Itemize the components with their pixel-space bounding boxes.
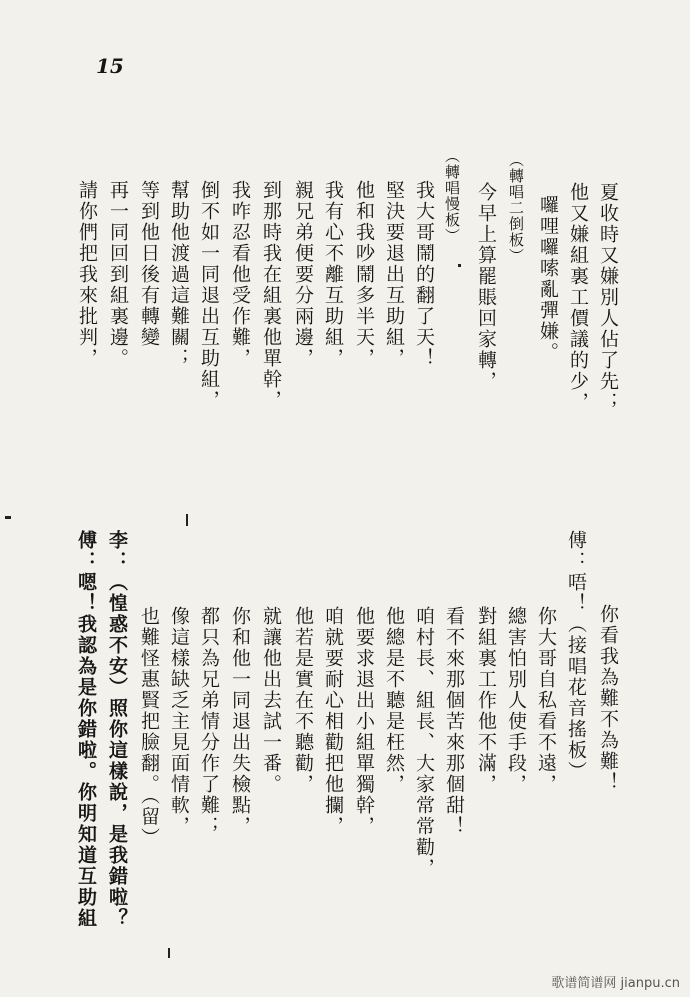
verse-line: 親兄弟便要分兩邊， [292, 180, 314, 369]
verse-line: 夏收時又嫌別人佔了先； [597, 182, 619, 413]
verse-line: 堅決要退出互助組， [383, 180, 405, 369]
verse-line: 我有心不離互助組， [322, 180, 344, 369]
verse-line: 你大哥自私看不遠， [535, 606, 557, 795]
ink-speck [458, 264, 461, 267]
ink-speck [168, 948, 170, 958]
page-number: 15 [96, 54, 124, 78]
verse-line: 再一同回到組裏邊。 [107, 180, 129, 369]
verse-line: 對組裏工作他不滿， [475, 606, 497, 795]
stage-direction: （轉唱二倒板） [507, 152, 525, 264]
verse-line: 囉哩囉嗦亂彈嫌。 [537, 195, 559, 363]
verse-line: 咱就要耐心相勸把他攔， [322, 606, 344, 837]
verse-line: 今早上算罷賬回家轉， [475, 182, 497, 392]
ink-speck [186, 514, 188, 526]
dialogue-line: 傅：嗯！我認為是你錯啦。你明知道互助組 [75, 530, 97, 929]
verse-line: 你看我為難不為難！ [597, 604, 619, 793]
verse-line: 像這樣缺乏主見面情軟， [168, 606, 190, 837]
verse-line: 也難怪惠賢把臉翻。（留） [138, 606, 160, 849]
verse-line: 就讓他出去試一番。 [260, 606, 282, 795]
verse-line: 請你們把我來批判， [76, 180, 98, 369]
verse-line: 他若是實在不聽勸， [292, 606, 314, 795]
verse-line: 我咋忍看他受作難， [229, 180, 251, 369]
verse-line: 都只為兄弟情分作了難； [198, 606, 220, 837]
dialogue-line: 傅：唔！（接唱花音搖板） [565, 530, 587, 782]
dialogue-line: 李：（惶惑不安）照你這樣說，是我錯啦？ [106, 530, 128, 929]
verse-line: 他要求退出小組單獨幹， [353, 606, 375, 837]
verse-line: 總害怕別人使手段， [505, 606, 527, 795]
verse-line: 我大哥鬧的翻了天！ [413, 180, 435, 369]
verse-line: 看不來那個苦來那個甜！ [443, 606, 465, 837]
verse-line: 到那時我在組裏他單幹， [260, 180, 282, 411]
ink-speck [5, 516, 11, 519]
site-watermark: 歌谱简谱网 jianpu.cn [551, 976, 680, 991]
verse-line: 他和我吵鬧多半天， [353, 180, 375, 369]
verse-line: 等到他日後有轉變 [138, 180, 160, 348]
verse-line: 他又嫌組裏工價議的少， [567, 182, 589, 413]
verse-line: 咱村長、組長、大家常常勸， [413, 606, 435, 879]
verse-line: 幫助他渡過這難關； [168, 180, 190, 369]
verse-line: 倒不如一同退出互助組， [198, 180, 220, 411]
verse-line: 你和他一同退出失檢點， [229, 606, 251, 837]
stage-direction: （轉唱慢板） [443, 148, 461, 244]
verse-line: 他總是不聽是枉然， [383, 606, 405, 795]
